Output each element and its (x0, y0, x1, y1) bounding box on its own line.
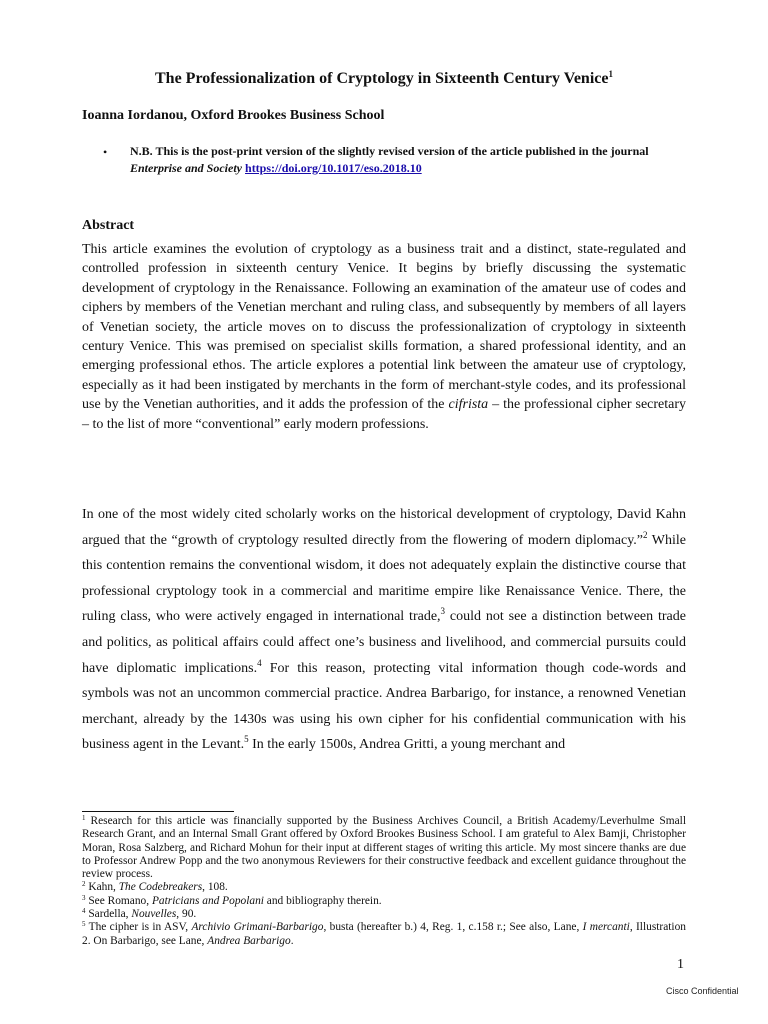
note-text: N.B. This is the post-print version of the slightly revised version of the article published in the journal (130, 144, 649, 158)
footnote-3-number: 3 (82, 893, 86, 902)
paper-title-text: The Professionalization of Cryptology in Sixteenth Century Venice (155, 70, 609, 87)
footnote-4-title: Nouvelles (131, 908, 177, 921)
body-text: In one of the most widely cited scholarly works on the historical development of cryptology, David Kahn argued that the “growth of cryptology resulted directly from the flowering of modern diplomacy.” (82, 507, 686, 548)
footnote-divider (82, 811, 234, 812)
footnote-2-text-end: , 108. (202, 881, 228, 894)
footnotes (82, 815, 686, 948)
footnote-ref-4[interactable]: 4 (257, 657, 262, 668)
footnote-2 (82, 881, 686, 894)
title-footnote-marker[interactable]: 1 (608, 69, 613, 79)
author-line: Ioanna Iordanou, Oxford Brookes Business School (82, 108, 385, 123)
footnote-5 (82, 921, 686, 948)
footnote-3 (82, 895, 686, 908)
main-paragraph (82, 502, 686, 758)
footnote-1-number: 1 (82, 814, 86, 822)
footnote-5-text-mid: , busta (hereafter b.) 4, Reg. 1, c.158 r.; See also, Lane, (323, 921, 583, 934)
body-text: In the early 1500s, Andrea Gritti, a young merchant and (248, 737, 566, 753)
journal-name: Enterprise and Society (130, 161, 243, 175)
bullet-icon: • (103, 145, 108, 159)
footnote-3-text-end: and bibliography therein. (263, 894, 382, 907)
footnote-5-text-mid2: , Illustration 2. On Barbarigo, see Lane, (82, 921, 686, 947)
footnote-2-number: 2 (82, 880, 86, 889)
footnote-3-title: Patricians and Popolani (151, 894, 264, 907)
abstract-italic-term: cifrista (448, 397, 489, 413)
footnote-4-number: 4 (82, 907, 86, 916)
footnote-1 (82, 815, 686, 881)
footnote-2-title: The Codebreakers (118, 881, 203, 894)
abstract-heading: Abstract (82, 218, 135, 233)
body-text: For this reason, protecting vital information though code-words and symbols was not an uncommon commercial practice. Andrea Barbarigo, for instance, a renowned Venetian merchant, already by the 1430s was using his own cipher for his confidential communication with his business agent in the Levant. (82, 660, 686, 753)
footnote-4-text-end: , 90. (176, 908, 197, 921)
paper-title (82, 68, 686, 90)
body-text: While this contention remains the conventional wisdom, it does not adequately explain the distinctive course that professional cryptology took in a commercial and maritime empire like Renaissance Venice. There, the ruling class, who were actively engaged in international trade, (82, 532, 686, 625)
body-text: could not see a distinction between trade and politics, as political affairs could affect one’s business and livelihood, and commercial pursuits could have diplomatic implications. (82, 609, 686, 676)
footnote-4 (82, 908, 686, 921)
footnote-1-text: Research for this article was financially supported by the Business Archives Council, a British Academy/Leverhulme Small Research Grant, and an Internal Small Grant offered by Oxford Brookes Business School. I am grateful to Alex Bamji, Christopher Moran, Rosa Salzberg, and Richard Mohun for their input at different stages of writing this article. My most sincere thanks are due to Professor Andrew Popp and the two anonymous Reviewers for their constructive feedback and excellent guidance throughout the review process. (82, 815, 686, 881)
footnote-3-text: See Romano, (85, 894, 152, 907)
footnote-ref-2[interactable]: 2 (643, 529, 648, 540)
post-print-note (130, 143, 660, 177)
footnote-5-text-end: . (290, 934, 294, 947)
doi-link[interactable]: https://doi.org/10.1017/eso.2018.10 (245, 161, 422, 175)
footnote-2-text: Kahn, (85, 881, 119, 894)
abstract-text-a: This article examines the evolution of cryptology as a business trait and a distinct, state-regulated and controlled profession in sixteenth century Venice. It begins by briefly discussing the systematic development of cryptology in the Renaissance. Following an examination of the amateur use of codes and ciphers by members of the Venetian merchant and ruling class, and subsequently by members of all layers of Venetian society, the article moves on to discuss the professionalization of cryptology in sixteenth century Venice. This was premised on specialist skills formation, a shared professional identity, and an emerging professional ethos. The article explores a potential link between the amateur use of cryptology, especially as it had been instigated by merchants in the form of merchant-style codes, and its professional use by the Venetian authorities, and it adds the profession of the (82, 242, 686, 413)
footnote-5-title2: Andrea Barbarigo (207, 934, 291, 947)
footnote-5-number: 5 (82, 920, 86, 929)
footnote-ref-5[interactable]: 5 (244, 734, 249, 745)
footnote-4-text: Sardella, (85, 908, 132, 921)
abstract-body (82, 240, 686, 434)
page-number: 1 (677, 957, 684, 972)
footnote-ref-3[interactable]: 3 (440, 606, 446, 617)
footnote-5-title: I mercanti (582, 921, 630, 934)
footnote-5-text: The cipher is in ASV, (85, 921, 192, 934)
footnote-5-archive: Archivio Grimani-Barbarigo (191, 921, 324, 934)
confidential-label: Cisco Confidential (666, 986, 739, 996)
abstract-text-b: – the professional cipher secretary – to the list of more “conventional” early modern professions. (82, 397, 687, 432)
